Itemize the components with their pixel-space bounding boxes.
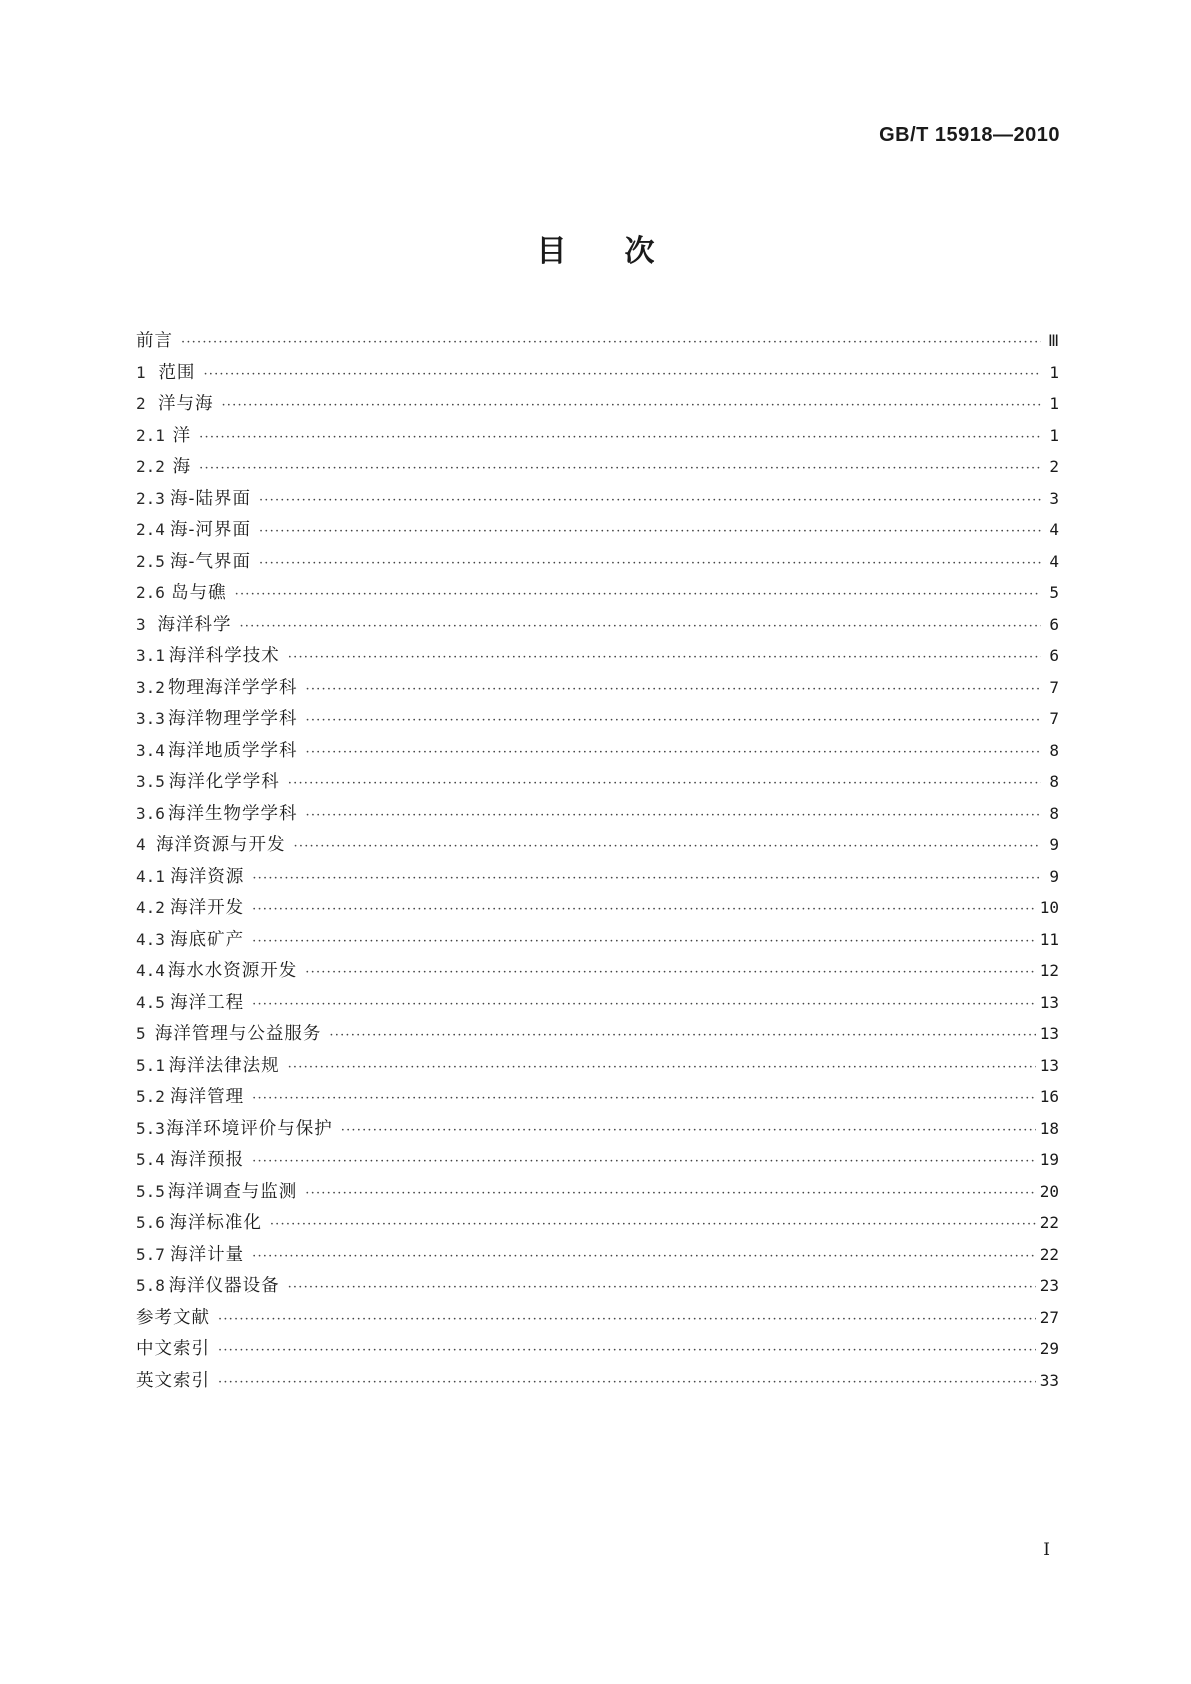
toc-entry-number: 3.6 bbox=[136, 803, 165, 823]
toc-entry-page: 12 bbox=[1039, 961, 1059, 980]
toc-entry-number: 3.1 bbox=[136, 646, 165, 665]
toc-entry-number: 5.3 bbox=[136, 1118, 165, 1138]
dot-leader bbox=[252, 1241, 1036, 1273]
toc-entry-page: 3 bbox=[1049, 488, 1059, 508]
toc-entry-number: 5.8 bbox=[136, 1276, 165, 1295]
toc-entry-number: 4 bbox=[136, 835, 146, 854]
toc-entry[interactable] bbox=[136, 861, 1059, 893]
dot-leader bbox=[218, 1335, 1036, 1367]
toc-entry-page: Ⅲ bbox=[1047, 331, 1059, 350]
standard-code: GB/T 15918—2010 bbox=[879, 124, 1060, 146]
toc-entry-page: 22 bbox=[1039, 1213, 1059, 1232]
dot-leader bbox=[306, 737, 1041, 769]
toc-entry[interactable] bbox=[136, 955, 1059, 987]
toc-entry[interactable] bbox=[136, 672, 1059, 704]
toc-entry-number: 5.2 bbox=[136, 1087, 165, 1106]
toc-entry-page: 11 bbox=[1039, 929, 1059, 949]
toc-entry-label: 物理海洋学学科 bbox=[168, 677, 298, 698]
table-of-contents bbox=[136, 325, 1059, 1396]
toc-entry-page: 8 bbox=[1049, 803, 1059, 823]
dot-leader bbox=[199, 422, 1041, 454]
dot-leader bbox=[288, 768, 1041, 800]
toc-entry[interactable] bbox=[136, 1050, 1059, 1082]
toc-entry[interactable] bbox=[136, 388, 1059, 420]
toc-entry-label: 前言 bbox=[136, 331, 173, 351]
dot-leader bbox=[288, 642, 1041, 674]
toc-entry-page: 13 bbox=[1039, 1055, 1059, 1075]
toc-entry-number: 5 bbox=[136, 1024, 146, 1043]
toc-entry-number: 2.4 bbox=[136, 520, 165, 539]
toc-entry-label: 海-气界面 bbox=[170, 551, 251, 572]
toc-entry-page: 27 bbox=[1039, 1307, 1059, 1327]
toc-entry-page: 8 bbox=[1049, 740, 1059, 760]
toc-entry-page: 19 bbox=[1039, 1150, 1059, 1169]
dot-leader bbox=[181, 327, 1041, 359]
toc-entry-label: 海洋物理学学科 bbox=[168, 709, 298, 729]
dot-leader bbox=[218, 1304, 1036, 1336]
page-number: I bbox=[1043, 1540, 1050, 1560]
toc-entry[interactable] bbox=[136, 483, 1059, 515]
toc-entry-label: 海洋预报 bbox=[170, 1150, 245, 1170]
toc-entry-number: 2.1 bbox=[136, 425, 165, 445]
toc-entry-number: 3.4 bbox=[136, 740, 165, 760]
toc-entry-number: 2.6 bbox=[136, 583, 165, 602]
toc-entry[interactable] bbox=[136, 1207, 1059, 1239]
dot-leader bbox=[235, 579, 1041, 611]
toc-entry-page: 33 bbox=[1039, 1370, 1059, 1390]
toc-entry-page: 13 bbox=[1039, 1024, 1059, 1043]
toc-title: 目次 bbox=[536, 234, 713, 269]
toc-entry-label: 海洋生物学学科 bbox=[168, 803, 298, 824]
toc-entry-number: 5.7 bbox=[136, 1244, 165, 1264]
toc-entry[interactable] bbox=[136, 829, 1059, 861]
toc-entry-label: 海洋管理 bbox=[170, 1087, 245, 1107]
dot-leader bbox=[306, 705, 1041, 737]
toc-entry-number: 1 bbox=[136, 362, 146, 382]
toc-entry-page: 1 bbox=[1049, 425, 1059, 445]
dot-leader bbox=[305, 957, 1035, 989]
toc-entry-label: 海洋环境评价与保护 bbox=[166, 1118, 333, 1139]
toc-entry-page: 9 bbox=[1049, 835, 1059, 854]
toc-entry-page: 22 bbox=[1039, 1244, 1059, 1264]
toc-entry-label: 海底矿产 bbox=[170, 929, 245, 950]
toc-entry-number: 3.3 bbox=[136, 709, 165, 728]
toc-entry[interactable] bbox=[136, 514, 1059, 546]
dot-leader bbox=[341, 1115, 1036, 1147]
toc-entry-page: 1 bbox=[1049, 394, 1059, 413]
toc-entry-label: 海洋资源 bbox=[170, 866, 245, 887]
toc-entry-number: 3 bbox=[136, 614, 146, 634]
toc-entry-label: 海洋工程 bbox=[170, 992, 245, 1013]
toc-entry-number: 4.2 bbox=[136, 898, 165, 917]
toc-entry-page: 4 bbox=[1049, 520, 1059, 539]
toc-entry-label: 海洋仪器设备 bbox=[168, 1276, 280, 1296]
dot-leader bbox=[329, 1020, 1035, 1052]
toc-entry[interactable] bbox=[136, 357, 1059, 389]
dot-leader bbox=[239, 611, 1041, 643]
toc-entry-number: 2.5 bbox=[136, 551, 165, 571]
toc-entry[interactable] bbox=[136, 892, 1059, 924]
dot-leader bbox=[259, 548, 1041, 580]
toc-entry[interactable] bbox=[136, 325, 1059, 357]
toc-entry[interactable] bbox=[136, 1365, 1059, 1397]
toc-entry-page: 4 bbox=[1049, 551, 1059, 571]
toc-entry-number: 5.6 bbox=[136, 1213, 165, 1232]
toc-entry-number: 4.1 bbox=[136, 866, 165, 886]
dot-leader bbox=[306, 674, 1041, 706]
toc-entry[interactable] bbox=[136, 640, 1059, 672]
toc-entry-label: 海-陆界面 bbox=[170, 488, 251, 509]
toc-entry[interactable] bbox=[136, 1144, 1059, 1176]
toc-entry[interactable] bbox=[136, 1176, 1059, 1208]
toc-entry[interactable] bbox=[136, 1270, 1059, 1302]
dot-leader bbox=[252, 1083, 1036, 1115]
dot-leader bbox=[203, 359, 1041, 391]
toc-entry[interactable] bbox=[136, 703, 1059, 735]
toc-entry-page: 2 bbox=[1049, 457, 1059, 476]
toc-entry-page: 16 bbox=[1039, 1087, 1059, 1106]
toc-entry-number: 4.5 bbox=[136, 992, 165, 1012]
toc-entry-label: 海水水资源开发 bbox=[167, 961, 298, 981]
toc-entry[interactable] bbox=[136, 798, 1059, 830]
toc-entry[interactable] bbox=[136, 1113, 1059, 1145]
toc-entry-page: 6 bbox=[1049, 614, 1059, 634]
toc-entry-label: 海洋法律法规 bbox=[168, 1055, 280, 1076]
toc-entry-page: 13 bbox=[1039, 992, 1059, 1012]
dot-leader bbox=[288, 1272, 1036, 1304]
toc-entry[interactable] bbox=[136, 1081, 1059, 1113]
dot-leader bbox=[259, 485, 1041, 517]
toc-entry-label: 海洋开发 bbox=[170, 898, 245, 918]
toc-entry-number: 5.5 bbox=[136, 1181, 165, 1201]
toc-entry-number: 4.4 bbox=[136, 961, 165, 980]
toc-entry-label: 海洋科学 bbox=[157, 614, 232, 635]
toc-entry[interactable] bbox=[136, 1333, 1059, 1365]
toc-entry-page: 6 bbox=[1049, 646, 1059, 665]
toc-entry[interactable] bbox=[136, 735, 1059, 767]
toc-entry-label: 海洋管理与公益服务 bbox=[154, 1024, 322, 1044]
toc-entry[interactable] bbox=[136, 577, 1059, 609]
toc-entry[interactable] bbox=[136, 546, 1059, 578]
toc-entry[interactable] bbox=[136, 924, 1059, 956]
toc-entry-label: 参考文献 bbox=[136, 1307, 210, 1328]
toc-entry-page: 5 bbox=[1049, 583, 1059, 602]
toc-entry[interactable] bbox=[136, 1302, 1059, 1334]
toc-entry-label: 海洋科学技术 bbox=[168, 646, 280, 666]
dot-leader bbox=[252, 894, 1036, 926]
toc-entry-label: 海洋化学学科 bbox=[168, 772, 280, 792]
toc-entry-label: 海洋地质学学科 bbox=[168, 740, 298, 761]
toc-entry[interactable] bbox=[136, 451, 1059, 483]
toc-entry-number: 4.3 bbox=[136, 929, 165, 949]
dot-leader bbox=[305, 1178, 1035, 1210]
toc-entry-label: 洋 bbox=[172, 425, 192, 446]
dot-leader bbox=[270, 1209, 1036, 1241]
toc-entry[interactable] bbox=[136, 1018, 1059, 1050]
toc-entry-label: 中文索引 bbox=[136, 1339, 210, 1359]
toc-entry[interactable] bbox=[136, 987, 1059, 1019]
toc-entry-label: 海-河界面 bbox=[170, 520, 251, 540]
toc-entry-number: 2.3 bbox=[136, 488, 165, 508]
toc-entry-label: 海洋标准化 bbox=[169, 1213, 262, 1233]
toc-entry-page: 7 bbox=[1049, 709, 1059, 728]
toc-entry-page: 29 bbox=[1039, 1339, 1059, 1358]
toc-entry-label: 洋与海 bbox=[157, 394, 214, 414]
toc-entry-label: 海洋资源与开发 bbox=[156, 835, 286, 855]
toc-entry-page: 1 bbox=[1049, 362, 1059, 382]
toc-entry-label: 范围 bbox=[158, 362, 196, 383]
toc-entry-label: 海洋计量 bbox=[170, 1244, 245, 1265]
toc-entry-number: 5.4 bbox=[136, 1150, 165, 1169]
dot-leader bbox=[221, 390, 1041, 422]
dot-leader bbox=[252, 926, 1036, 958]
dot-leader bbox=[199, 453, 1041, 485]
dot-leader bbox=[218, 1367, 1036, 1399]
dot-leader bbox=[294, 831, 1041, 863]
toc-entry[interactable] bbox=[136, 420, 1059, 452]
dot-leader bbox=[288, 1052, 1036, 1084]
dot-leader bbox=[252, 863, 1041, 895]
toc-entry-page: 8 bbox=[1049, 772, 1059, 791]
dot-leader bbox=[306, 800, 1041, 832]
toc-entry-number: 3.5 bbox=[136, 772, 165, 791]
toc-entry-label: 英文索引 bbox=[136, 1370, 210, 1391]
toc-entry-label: 海洋调查与监测 bbox=[167, 1181, 298, 1202]
toc-entry-page: 10 bbox=[1039, 898, 1059, 917]
dot-leader bbox=[252, 989, 1036, 1021]
toc-entry-page: 20 bbox=[1039, 1181, 1059, 1201]
toc-entry-number: 2 bbox=[136, 394, 146, 413]
toc-entry[interactable] bbox=[136, 1239, 1059, 1271]
toc-entry-page: 7 bbox=[1049, 677, 1059, 697]
toc-entry[interactable] bbox=[136, 766, 1059, 798]
toc-entry-page: 18 bbox=[1039, 1118, 1059, 1138]
toc-entry-label: 岛与礁 bbox=[171, 583, 227, 603]
toc-entry-label: 海 bbox=[172, 457, 192, 477]
dot-leader bbox=[252, 1146, 1036, 1178]
toc-entry-page: 23 bbox=[1039, 1276, 1059, 1295]
toc-entry-number: 3.2 bbox=[136, 677, 165, 697]
toc-entry[interactable] bbox=[136, 609, 1059, 641]
toc-entry-number: 2.2 bbox=[136, 457, 165, 476]
dot-leader bbox=[259, 516, 1041, 548]
toc-entry-number: 5.1 bbox=[136, 1055, 165, 1075]
toc-entry-page: 9 bbox=[1049, 866, 1059, 886]
